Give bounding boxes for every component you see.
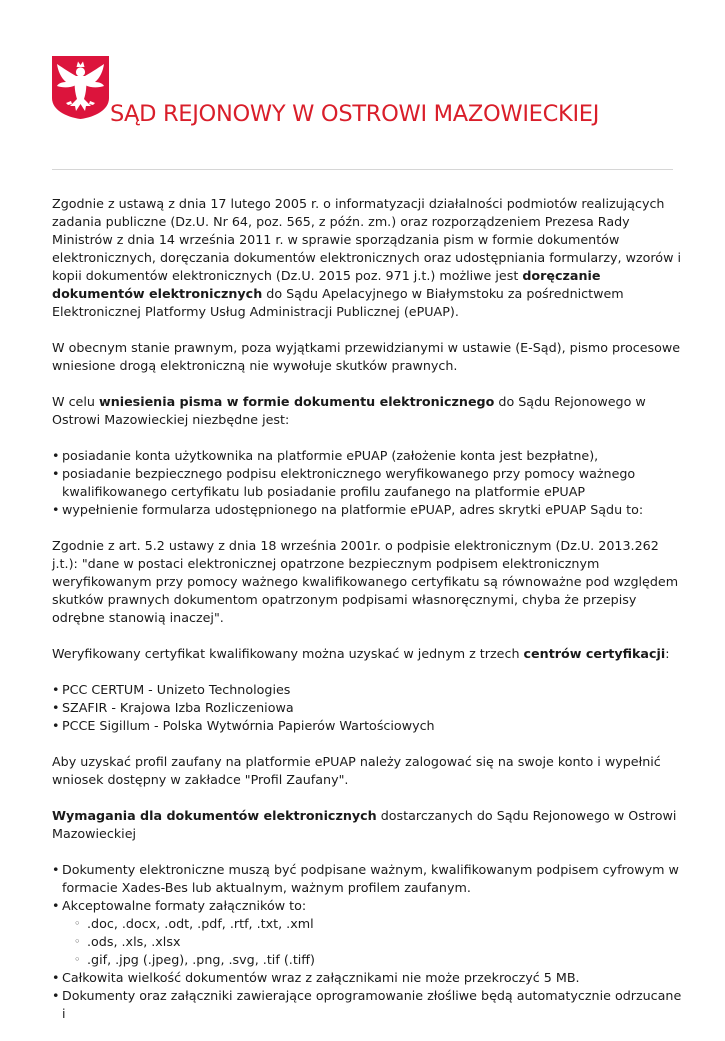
- court-name-title: SĄD REJONOWY W OSTROWI MAZOWIECKIEJ: [110, 101, 600, 127]
- article-content: [52, 195, 682, 1041]
- sublist-item: ◦ .gif, .jpg (.jpeg), .png, .svg, .tif (.tiff): [74, 951, 682, 969]
- requirements-intro-paragraph: W celu wniesienia pisma w formie dokumentu elektronicznego do Sądu Rejonowego w Ostrowi Mazowieckiej niezbędne jest:: [52, 394, 646, 427]
- sublist-item: ◦ .ods, .xls, .xlsx: [74, 933, 682, 951]
- trusted-profile-paragraph: Aby uzyskać profil zaufany na platformie ePUAP należy zalogować się na swoje konto i wypełnić wniosek dostępny w zakładce "Profil Zaufany".: [52, 754, 661, 787]
- polish-eagle-emblem-icon: [51, 55, 110, 120]
- legal-state-paragraph: W obecnym stanie prawnym, poza wyjątkami przewidzianymi w ustawie (E-Sąd), pismo procesowe wniesione drogą elektroniczną nie wywołuje skutków prawnych.: [52, 340, 681, 373]
- certification-centers-list: [52, 681, 682, 735]
- list-item: • posiadanie konta użytkownika na platformie ePUAP (założenie konta jest bezpłatne),: [52, 447, 682, 465]
- list-item: • Akceptowalne formaty załączników to: ◦ .doc, .docx, .odt, .pdf, .rtf, .txt, .xml ◦ .ods, .xls, .xlsx ◦ .gif, .jpg (.jpeg), .png, .svg, .tif (.tiff): [52, 897, 682, 969]
- requirements-list: [52, 447, 682, 519]
- sublist-item: ◦ .doc, .docx, .odt, .pdf, .rtf, .txt, .xml: [74, 915, 682, 933]
- doc-requirements-intro-paragraph: Wymagania dla dokumentów elektronicznych dostarczanych do Sądu Rejonowego w Ostrowi Mazowieckiej: [52, 808, 677, 841]
- list-item: • PCC CERTUM - Unizeto Technologies: [52, 681, 682, 699]
- list-item: • PCCE Sigillum - Polska Wytwórnia Papierów Wartościowych: [52, 717, 682, 735]
- list-item: • wypełnienie formularza udostępnionego na platformie ePUAP, adres skrytki ePUAP Sądu to:: [52, 501, 682, 519]
- list-item: • Całkowita wielkość dokumentów wraz z załącznikami nie może przekroczyć 5 MB.: [52, 969, 682, 987]
- intro-paragraph: Zgodnie z ustawą z dnia 17 lutego 2005 r. o informatyzacji działalności podmiotów realizujących zadania publiczne (Dz.U. Nr 64, poz. 565, z późn. zm.) oraz rozporządzeniem Prezesa Rady Ministrów z dnia 14 września 2011 r. w sprawie sporządzania pism w formie dokumentów elektronicznych, doręczania dokumentów elektronicznych oraz udostępniania formularzy, wzorów i kopii dokumentów elektronicznych (Dz.U. 2015 poz. 971 j.t.) możliwe jest doręczanie dokumentów elektronicznych do Sądu Apelacyjnego w Białymstoku za pośrednictwem Elektronicznej Platformy Usług Administracji Publicznej (ePUAP).: [52, 196, 682, 319]
- formats-sublist: [62, 915, 682, 969]
- list-item: • posiadanie bezpiecznego podpisu elektronicznego weryfikowanego przy pomocy ważnego kwalifikowanego certyfikatu lub posiadanie profilu zaufanego na platformie ePUAP: [52, 465, 682, 501]
- signature-law-paragraph: Zgodnie z art. 5.2 ustawy z dnia 18 września 2001r. o podpisie elektronicznym (Dz.U. 2013.262 j.t.): "dane w postaci elektronicznej opatrzone bezpiecznym podpisem elektronicznym weryfikowanym przy pomocy ważnego kwalifikowanego certyfikatu są równoważne pod względem skutków prawnych dokumentom opatrzonym podpisami własnoręcznymi, chyba że przepisy odrębne stanowią inaczej".: [52, 538, 679, 625]
- certificate-intro-paragraph: Weryfikowany certyfikat kwalifikowany można uzyskać w jednym z trzech centrów certyfikacji:: [52, 646, 670, 661]
- doc-requirements-list: [52, 861, 682, 1023]
- list-item: • SZAFIR - Krajowa Izba Rozliczeniowa: [52, 699, 682, 717]
- list-item: • Dokumenty elektroniczne muszą być podpisane ważnym, kwalifikowanym podpisem cyfrowym w formacie Xades-Bes lub aktualnym, ważnym profilem zaufanym.: [52, 861, 682, 897]
- list-item: • Dokumenty oraz załączniki zawierające oprogramowanie złośliwe będą automatycznie odrzucane i: [52, 987, 682, 1023]
- header-divider: [52, 169, 673, 170]
